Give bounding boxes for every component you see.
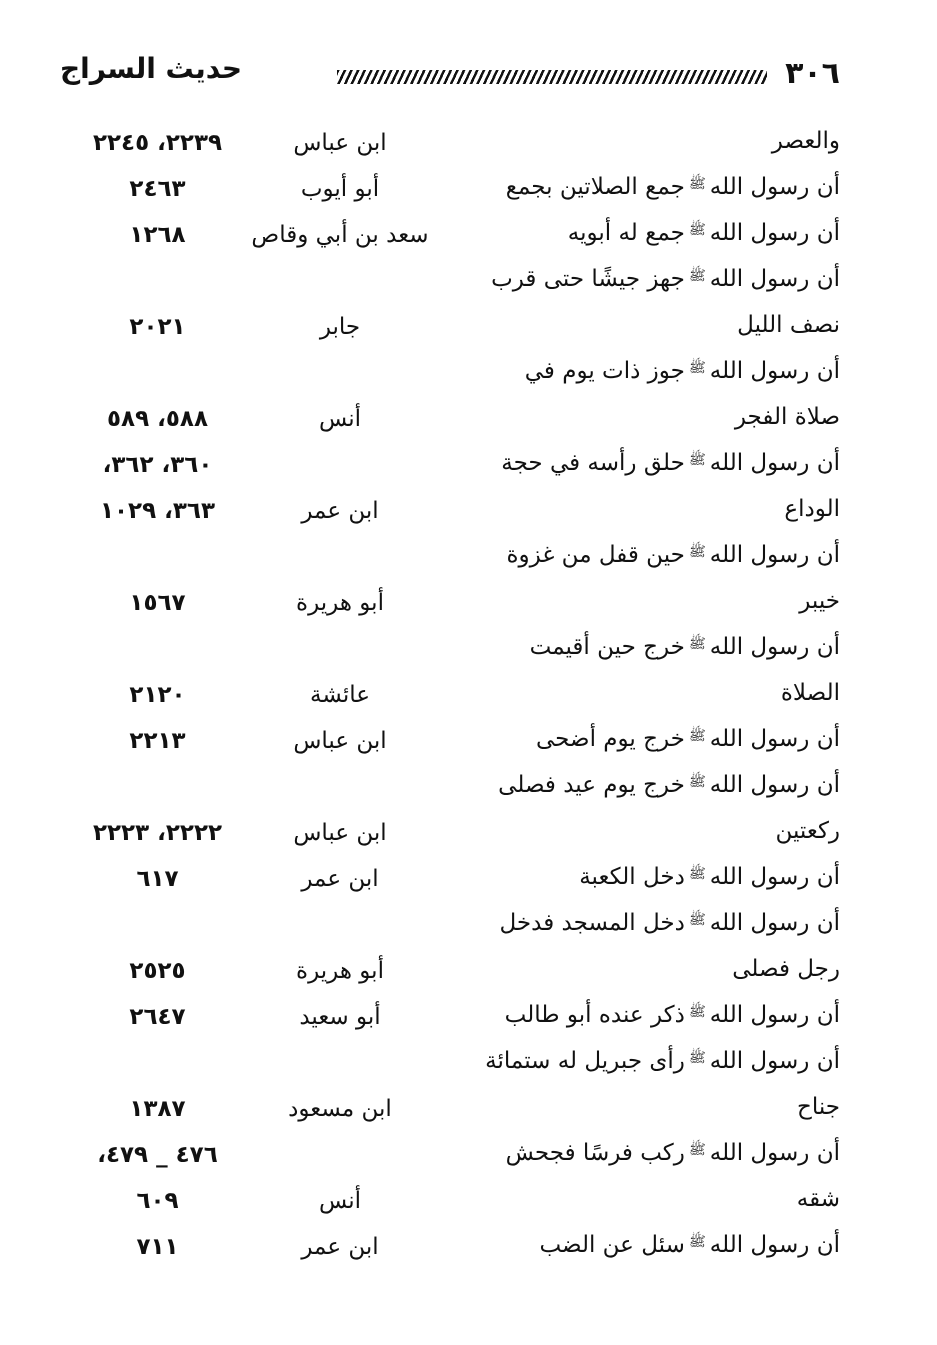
hadith-text: جناح <box>796 1094 840 1120</box>
hadith-text: شقه <box>796 1186 840 1212</box>
hadith-numbers: ٤٧٦ _ ٤٧٩، <box>97 1142 218 1168</box>
index-row <box>70 1228 840 1274</box>
hadith-text <box>505 1002 840 1028</box>
hadith-numbers: ٦٠٩ <box>136 1188 179 1214</box>
hadith-text <box>500 910 840 936</box>
salutation-glyph: ﷺ <box>688 774 706 790</box>
salutation-glyph: ﷺ <box>688 636 706 652</box>
hadith-numbers: ١٣٨٧ <box>129 1096 186 1122</box>
narrator: سعد بن أبي وقاص <box>251 222 429 248</box>
hadith-text: خيبر <box>799 588 840 614</box>
salutation-glyph: ﷺ <box>688 452 706 468</box>
index-row <box>70 400 840 446</box>
hadith-phrase: خرج يوم عيد فصلى <box>498 772 685 798</box>
index-row <box>70 630 840 676</box>
hadith-opening: أن رسول الله <box>709 542 840 568</box>
index-row <box>70 768 840 814</box>
salutation-glyph: ﷺ <box>688 544 706 560</box>
narrator: أبو سعيد <box>299 1004 381 1030</box>
index-row <box>70 906 840 952</box>
salutation-glyph: ﷺ <box>688 268 706 284</box>
hadith-text <box>579 864 840 890</box>
index-row <box>70 1136 840 1182</box>
hadith-text <box>498 772 840 798</box>
index-row <box>70 1090 840 1136</box>
hadith-phrase: حين قفل من غزوة <box>506 542 685 568</box>
salutation-glyph: ﷺ <box>688 1142 706 1158</box>
hadith-opening: أن رسول الله <box>709 358 840 384</box>
page-header <box>60 48 840 98</box>
salutation-glyph: ﷺ <box>688 1050 706 1066</box>
hadith-phrase: جمع له أبويه <box>567 220 685 246</box>
page-number: ٣٠٦ <box>785 56 840 91</box>
hadith-text <box>485 1048 840 1074</box>
narrator: أبو أيوب <box>300 176 380 202</box>
hadith-opening: أن رسول الله <box>709 864 840 890</box>
hadith-opening: أن رسول الله <box>709 910 840 936</box>
index-row <box>70 676 840 722</box>
index-row <box>70 124 840 170</box>
index-row <box>70 814 840 860</box>
hadith-phrase: دخل الكعبة <box>579 864 685 890</box>
narrator: أنس <box>318 1188 362 1214</box>
hadith-text: رجل فصلى <box>732 956 840 982</box>
narrator: ابن عمر <box>301 866 379 892</box>
narrator: ابن عمر <box>301 498 379 524</box>
hadith-text: صلاة الفجر <box>734 404 840 430</box>
hadith-numbers: ١٢٦٨ <box>129 222 186 248</box>
hadith-phrase: دخل المسجد فدخل <box>499 910 685 936</box>
hadith-numbers: ٣٦٣، ١٠٢٩ <box>99 498 216 524</box>
narrator: ابن عمر <box>301 1234 379 1260</box>
narrator: ابن مسعود <box>288 1096 392 1122</box>
narrator: أبو هريرة <box>296 590 384 616</box>
hadith-text <box>539 1232 840 1258</box>
salutation-glyph: ﷺ <box>688 1004 706 1020</box>
index-row <box>70 538 840 584</box>
hadith-numbers: ٢٥٢٥ <box>129 958 186 984</box>
salutation-glyph: ﷺ <box>688 912 706 928</box>
index-row <box>70 492 840 538</box>
hadith-text <box>536 726 840 752</box>
salutation-glyph: ﷺ <box>688 176 706 192</box>
index-row <box>70 584 840 630</box>
hadith-text <box>507 542 841 568</box>
hadith-opening: أن رسول الله <box>709 772 840 798</box>
narrator: عائشة <box>310 682 370 708</box>
narrator: جابر <box>319 314 361 340</box>
hadith-text <box>491 266 840 292</box>
hadith-text <box>501 450 840 476</box>
index-row <box>70 262 840 308</box>
hadith-text: ركعتين <box>775 818 840 844</box>
index-row <box>70 952 840 998</box>
index-row <box>70 1182 840 1228</box>
narrator: أنس <box>318 406 362 432</box>
hadith-text <box>568 220 840 246</box>
hadith-numbers: ٣٦٠، ٣٦٢، <box>102 452 213 478</box>
hadith-opening: أن رسول الله <box>709 1048 840 1074</box>
hadith-text: الصلاة <box>780 680 840 706</box>
hadith-text <box>525 358 840 384</box>
narrator: ابن عباس <box>293 130 387 156</box>
hadith-numbers: ٢٢١٣ <box>129 728 186 754</box>
index-row <box>70 998 840 1044</box>
narrator: ابن عباس <box>293 820 387 846</box>
hadith-phrase: خرج يوم أضحى <box>536 726 685 752</box>
hadith-opening: أن رسول الله <box>709 1140 840 1166</box>
hadith-numbers: ٢٦٤٧ <box>129 1004 186 1030</box>
index-row <box>70 1044 840 1090</box>
hadith-opening: أن رسول الله <box>709 634 840 660</box>
hadith-phrase: جوز ذات يوم في <box>524 358 685 384</box>
hadith-phrase: رأى جبريل له ستمائة <box>485 1048 685 1074</box>
index-row <box>70 860 840 906</box>
hadith-opening: أن رسول الله <box>709 266 840 292</box>
hadith-phrase: جهز جيشًا حتى قرب <box>491 266 685 292</box>
hadith-opening: أن رسول الله <box>709 450 840 476</box>
hadith-phrase: سئل عن الضب <box>539 1232 685 1258</box>
hadith-numbers: ٦١٧ <box>136 866 179 892</box>
hadith-numbers: ٢١٢٠ <box>129 682 186 708</box>
salutation-glyph: ﷺ <box>688 728 706 744</box>
hadith-opening: أن رسول الله <box>709 1002 840 1028</box>
salutation-glyph: ﷺ <box>688 222 706 238</box>
hadith-opening: أن رسول الله <box>709 1232 840 1258</box>
running-title: حديث السراج <box>60 52 243 85</box>
salutation-glyph: ﷺ <box>688 866 706 882</box>
hadith-text <box>530 634 840 660</box>
hadith-phrase: خرج حين أقيمت <box>529 634 685 660</box>
hadith-numbers: ٥٨٨، ٥٨٩ <box>107 406 208 432</box>
hadith-text: نصف الليل <box>737 312 840 338</box>
hadith-opening: أن رسول الله <box>709 220 840 246</box>
hadith-numbers: ٢٢٣٩، ٢٢٤٥ <box>92 130 223 156</box>
salutation-glyph: ﷺ <box>688 1234 706 1250</box>
hadith-numbers: ٢٢٢٢، ٢٢٢٣ <box>92 820 223 846</box>
index-row <box>70 722 840 768</box>
hadith-numbers: ٧١١ <box>136 1234 179 1260</box>
index-row <box>70 354 840 400</box>
narrator: أبو هريرة <box>296 958 384 984</box>
hadith-text: الوداع <box>784 496 840 522</box>
hadith-numbers: ٢٠٢١ <box>129 314 186 340</box>
header-rule <box>337 70 767 84</box>
hadith-phrase: ذكر عنده أبو طالب <box>504 1002 685 1028</box>
hadith-text <box>506 1140 840 1166</box>
salutation-glyph: ﷺ <box>688 360 706 376</box>
index-row <box>70 446 840 492</box>
hadith-text: والعصر <box>771 128 840 154</box>
hadith-phrase: حلق رأسه في حجة <box>501 450 685 476</box>
index-row <box>70 216 840 262</box>
index-row <box>70 308 840 354</box>
hadith-index <box>70 124 840 1274</box>
hadith-text <box>506 174 840 200</box>
hadith-phrase: ركب فرسًا فجحش <box>505 1140 685 1166</box>
narrator: ابن عباس <box>293 728 387 754</box>
hadith-numbers: ١٥٦٧ <box>129 590 186 616</box>
index-row <box>70 170 840 216</box>
hadith-phrase: جمع الصلاتين بجمع <box>505 174 685 200</box>
hadith-opening: أن رسول الله <box>709 174 840 200</box>
hadith-opening: أن رسول الله <box>709 726 840 752</box>
hadith-numbers: ٢٤٦٣ <box>129 176 186 202</box>
